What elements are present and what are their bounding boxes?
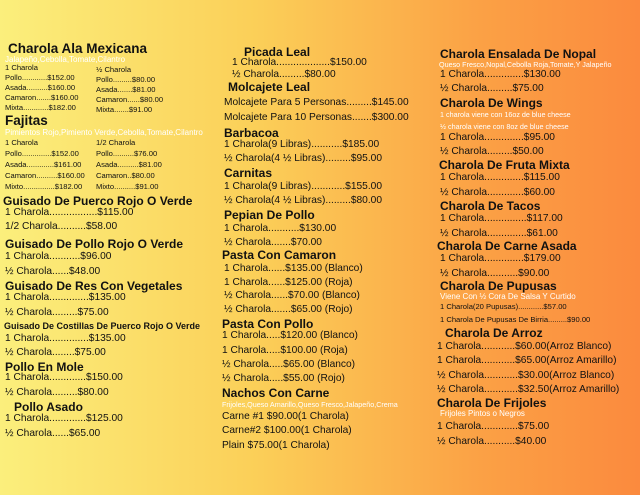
menu-line: 1 Charola..............$135.00 — [5, 292, 126, 303]
menu-line: Asada..........$160.00 — [5, 83, 76, 92]
menu-line: Mixta.......$91.00 — [96, 105, 153, 114]
menu-line: 1 Charola..............$115.00 — [440, 172, 560, 183]
menu-line: Pollo..........$76.00 — [96, 149, 158, 158]
menu-line: ½ Charola.........$80.00 — [5, 387, 109, 398]
menu-line: 1 Charola.............$125.00 — [5, 413, 123, 424]
section-title: Molcajete Leal — [228, 80, 311, 94]
menu-line: 1 Charola.....$120.00 (Blanco) — [222, 330, 358, 341]
menu-line: 1 Charola(20 Pupusas)............$57.00 — [440, 302, 567, 311]
menu-line: Asada.............$161.00 — [5, 160, 82, 169]
section-subtitle: Frijoles Pintos o Negros — [440, 409, 525, 418]
menu-line: Molcajete Para 5 Personas.........$145.00 — [224, 97, 409, 108]
menu-line: ½ Charola........$75.00 — [5, 347, 106, 358]
menu-line: ½ Charola...........$90.00 — [440, 268, 550, 279]
menu-line: 1 Charola..............$135.00 — [5, 333, 126, 344]
menu-line: Asada..........$81.00 — [96, 160, 162, 169]
menu-line: Camaron.......$160.00 — [5, 93, 79, 102]
menu-line: 1 Charola(9 Libras)............$155.00 — [224, 181, 382, 192]
section-title: Guisado De Pollo Rojo O Verde — [5, 237, 184, 251]
menu-line: 1 Charola...............$117.00 — [440, 213, 563, 224]
section-title: Charola De Fruta Mixta — [439, 158, 570, 172]
section-title: Pollo En Mole — [5, 360, 84, 374]
section-title: Nachos Con Carne — [222, 386, 330, 400]
menu-line: ½ Charola(4 ½ Libras).........$95.00 — [224, 153, 382, 164]
menu-line: 1 Charola...........$130.00 — [224, 223, 337, 234]
section-title: Pollo Asado — [14, 400, 83, 414]
menu-line: ½ Charola.........$75.00 — [5, 307, 109, 318]
menu-line: ½ Charola..............$61.00 — [440, 228, 558, 239]
section-title: Fajitas — [5, 113, 48, 128]
section-title: Charola De Carne Asada — [437, 239, 577, 253]
menu-line: 1 Charola..............$130.00 — [440, 69, 561, 80]
section-subtitle: Viene Con ½ Cora De Salsa Y Curtido — [440, 292, 576, 301]
section-subtitle: Jalapeño,Cebolla,Tomate,Cilantro — [5, 55, 126, 64]
menu-line: 1 Charola......$135.00 (Blanco) — [224, 263, 363, 274]
menu-line: 1 Charola............$60.00(Arroz Blanco) — [437, 341, 612, 352]
menu-line: ½ Charola......$48.00 — [5, 266, 101, 277]
section-title: Charola Ensalada De Nopal — [440, 47, 597, 61]
menu-line: ½ Charola.....$55.00 (Rojo) — [222, 373, 345, 384]
menu-line: ½ Charola.......$65.00 (Rojo) — [224, 304, 353, 315]
menu-line: Camaron......$80.00 — [96, 95, 164, 104]
section-note: ½ charola viene con 8oz de blue cheese — [440, 122, 569, 131]
menu-line: 1 Charola.............$75.00 — [437, 421, 550, 432]
menu-line: 1 Charola.............$150.00 — [5, 372, 123, 383]
section-title: Pasta Con Pollo — [222, 317, 314, 331]
section-title: Charola De Arroz — [445, 326, 543, 340]
menu-line: 1 Charola — [5, 138, 38, 147]
menu-line: 1 Charola.....$100.00 (Roja) — [222, 345, 348, 356]
menu-line: ½ Charola(4 ½ Libras).........$80.00 — [224, 195, 382, 206]
menu-line: ½ Charola — [96, 65, 132, 74]
menu-line: Camaron..$80.00 — [96, 171, 155, 180]
menu-line: ½ Charola.............$60.00 — [440, 187, 555, 198]
section-title: Charola De Frijoles — [437, 396, 547, 410]
section-title: Pepian De Pollo — [224, 208, 315, 222]
section-subtitle: Queso Fresco,Nopal,Cebolla Roja,Tomate,Y Jalapeño — [439, 60, 612, 69]
menu-line: Molcajete Para 10 Personas.......$300.00 — [224, 112, 409, 123]
section-subtitle: Frijoles,Queso Amarillo,Queso Fresco,Jalapeño,Crema — [222, 400, 398, 409]
menu-line: Mixto...............$182.00 — [5, 182, 83, 191]
menu-line: 1 Charola...................$150.00 — [232, 57, 367, 68]
menu-line: Asada.......$81.00 — [96, 85, 156, 94]
menu-line: 1/2 Charola..........$58.00 — [5, 221, 118, 232]
menu-line: Pollo.........$80.00 — [96, 75, 156, 84]
menu-line: ½ Charola.........$80.00 — [232, 69, 336, 80]
menu-line: 1 Charola............$65.00(Arroz Amarillo) — [437, 355, 617, 366]
menu-line: Carne #1 $90.00(1 Charola) — [222, 411, 349, 422]
section-title: Picada Leal — [244, 45, 311, 59]
section-title: Pasta Con Camaron — [222, 248, 337, 262]
section-title: Barbacoa — [224, 126, 279, 140]
menu-line: Mixta............$182.00 — [5, 103, 76, 112]
section-title: Carnitas — [224, 166, 273, 180]
menu-line: ½ Charola.........$50.00 — [440, 146, 544, 157]
menu-line: Plain $75.00(1 Charola) — [222, 440, 330, 451]
menu-line: ½ Charola......$70.00 (Blanco) — [224, 290, 360, 301]
menu-line: ½ Charola............$32.50(Arroz Amarillo) — [437, 384, 620, 395]
menu-line: ½ Charola............$30.00(Arroz Blanco) — [437, 370, 615, 381]
menu-line: 1 Charola...........$96.00 — [5, 251, 112, 262]
section-subtitle: Pimientos Rojo,Pimiento Verde,Cebolla,Tomate,Cilantro — [5, 128, 203, 137]
menu-line: ½ Charola......$65.00 — [5, 428, 101, 439]
menu-line: 1/2 Charola — [96, 138, 136, 147]
menu-line: 1 Charola..............$179.00 — [440, 253, 561, 264]
menu-line: ½ Charola...........$40.00 — [437, 436, 547, 447]
menu-line: 1 Charola De Pupusas De Birria.........$90.00 — [440, 315, 591, 324]
section-title: Charola Ala Mexicana — [8, 41, 148, 56]
section-title: Guisado De Puerco Rojo O Verde — [3, 194, 193, 208]
menu-line: Camaron..........$160.00 — [5, 171, 85, 180]
menu-line: 1 Charola — [5, 63, 38, 72]
menu-line: ½ Charola.........$75.00 — [440, 83, 544, 94]
menu-line: 1 Charola.................$115.00 — [5, 207, 134, 218]
section-title: Guisado De Costillas De Puerco Rojo O Verde — [4, 321, 201, 331]
menu-line: 1 Charola......$125.00 (Roja) — [224, 277, 353, 288]
menu-line: ½ Charola.......$70.00 — [224, 237, 322, 248]
menu-line: Mixto..........$91.00 — [96, 182, 159, 191]
section-title: Charola De Wings — [440, 96, 543, 110]
menu-line: 1 Charola(9 Libras)...........$185.00 — [224, 139, 380, 150]
section-title: Charola De Tacos — [440, 199, 541, 213]
section-title: Guisado De Res Con Vegetales — [5, 279, 183, 293]
menu-line: Pollo............$152.00 — [5, 73, 75, 82]
menu-line: Pollo..............$152.00 — [5, 149, 79, 158]
section-note: 1 charola viene con 16oz de blue cheese — [440, 110, 571, 119]
menu-line: Carne#2 $100.00(1 Charola) — [222, 425, 352, 436]
section-title: Charola De Pupusas — [440, 279, 557, 293]
menu-line: 1 Charola..............$95.00 — [440, 132, 555, 143]
menu-line: ½ Charola.....$65.00 (Blanco) — [222, 359, 356, 370]
